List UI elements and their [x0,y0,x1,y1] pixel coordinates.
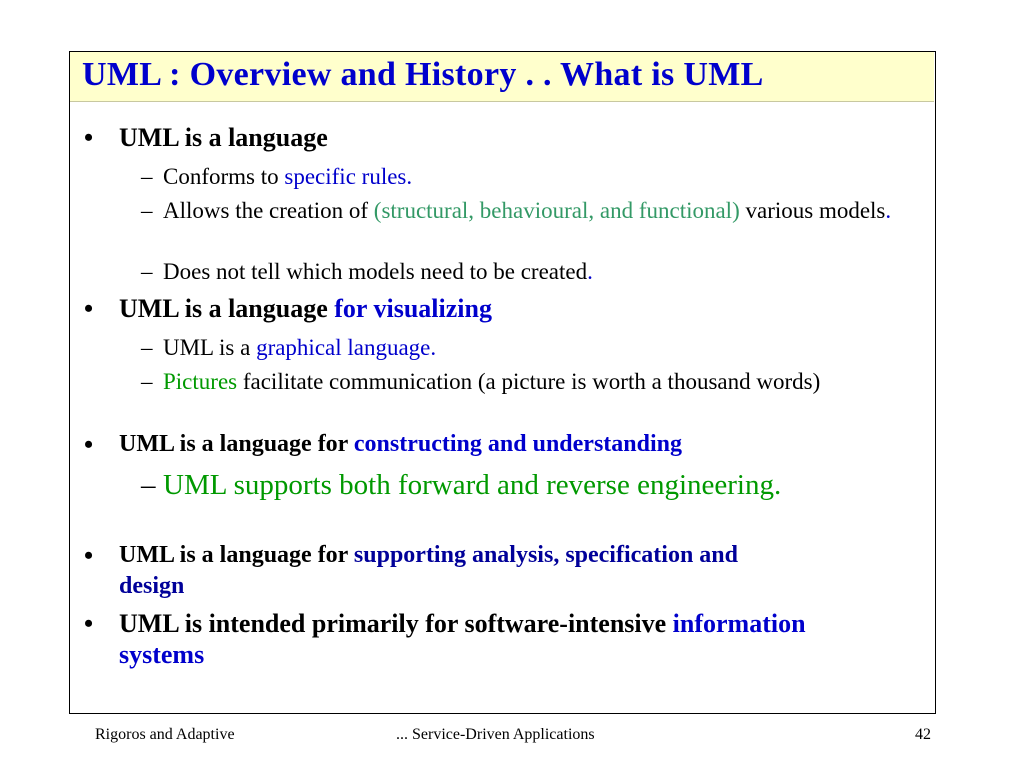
sub-1-2 [84,197,903,224]
sub-2-1 [84,334,983,361]
sub-1-1 [84,163,983,190]
sub-2-1-c: . [430,335,437,360]
sub-1-2-b: (structural, behavioural, and functional) [373,198,740,223]
title-bar [70,52,934,102]
bullet-1 [84,122,328,153]
bullet-2 [84,293,959,324]
sub-1-3-c: . [587,259,593,284]
bullet-5-text: UML is intended primarily for software-intensive [119,609,673,638]
bullet-3 [84,429,969,460]
bullet-5-highlight: information systems [119,609,806,669]
sub-dash: – [141,198,153,223]
sub-1-2-c: various models [739,198,886,223]
bullet-3-text: UML is a language for [119,431,354,457]
footer-left: Rigoros and Adaptive [95,726,235,743]
sub-1-3 [84,258,983,285]
bullet-dot: • [84,541,94,570]
page-number: 42 [915,726,931,743]
bullet-4-text: UML is a language for [119,542,354,568]
footer-center: ... Service-Driven Applications [396,726,595,743]
sub-2-1-a: UML is a [163,335,257,360]
bullet-2-text: UML is a language [119,294,335,323]
slide-frame [69,51,936,714]
sub-3-1 [84,468,883,502]
bullet-4-highlight: supporting analysis, specification and design [119,542,738,599]
sub-1-3-a: Does not tell which models need to be created [163,259,588,284]
sub-2-1-b: graphical language [256,335,431,360]
bullet-3-highlight: constructing and understanding [353,431,682,457]
sub-2-2-b: Pictures [163,369,238,394]
sub-dash: – [141,469,156,501]
bullet-dot: • [84,294,94,323]
sub-1-1-a: Conforms to [163,164,285,189]
sub-1-2-a: Allows the creation of [163,198,374,223]
bullet-4 [84,540,769,602]
sub-2-2-a: facilitate communication (a picture is worth a thousand words) [237,369,821,394]
bullet-5 [84,608,879,670]
bullet-dot: • [84,430,94,459]
sub-1-2-d: . [885,198,892,223]
sub-3-1-a: UML supports both forward and reverse engineering. [163,469,782,501]
sub-dash: – [141,259,153,284]
bullet-2-highlight: for visualizing [334,294,492,323]
bullet-1-text: UML is a language [119,123,328,152]
slide-title: UML : Overview and History . . What is UML [82,56,764,93]
bullet-dot: • [84,609,94,638]
sub-1-1-c: . [406,164,413,189]
sub-1-1-b: specific rules [284,164,407,189]
sub-dash: – [141,335,153,360]
sub-2-2 [84,368,933,395]
sub-dash: – [141,369,153,394]
bullet-dot: • [84,123,94,152]
sub-dash: – [141,164,153,189]
